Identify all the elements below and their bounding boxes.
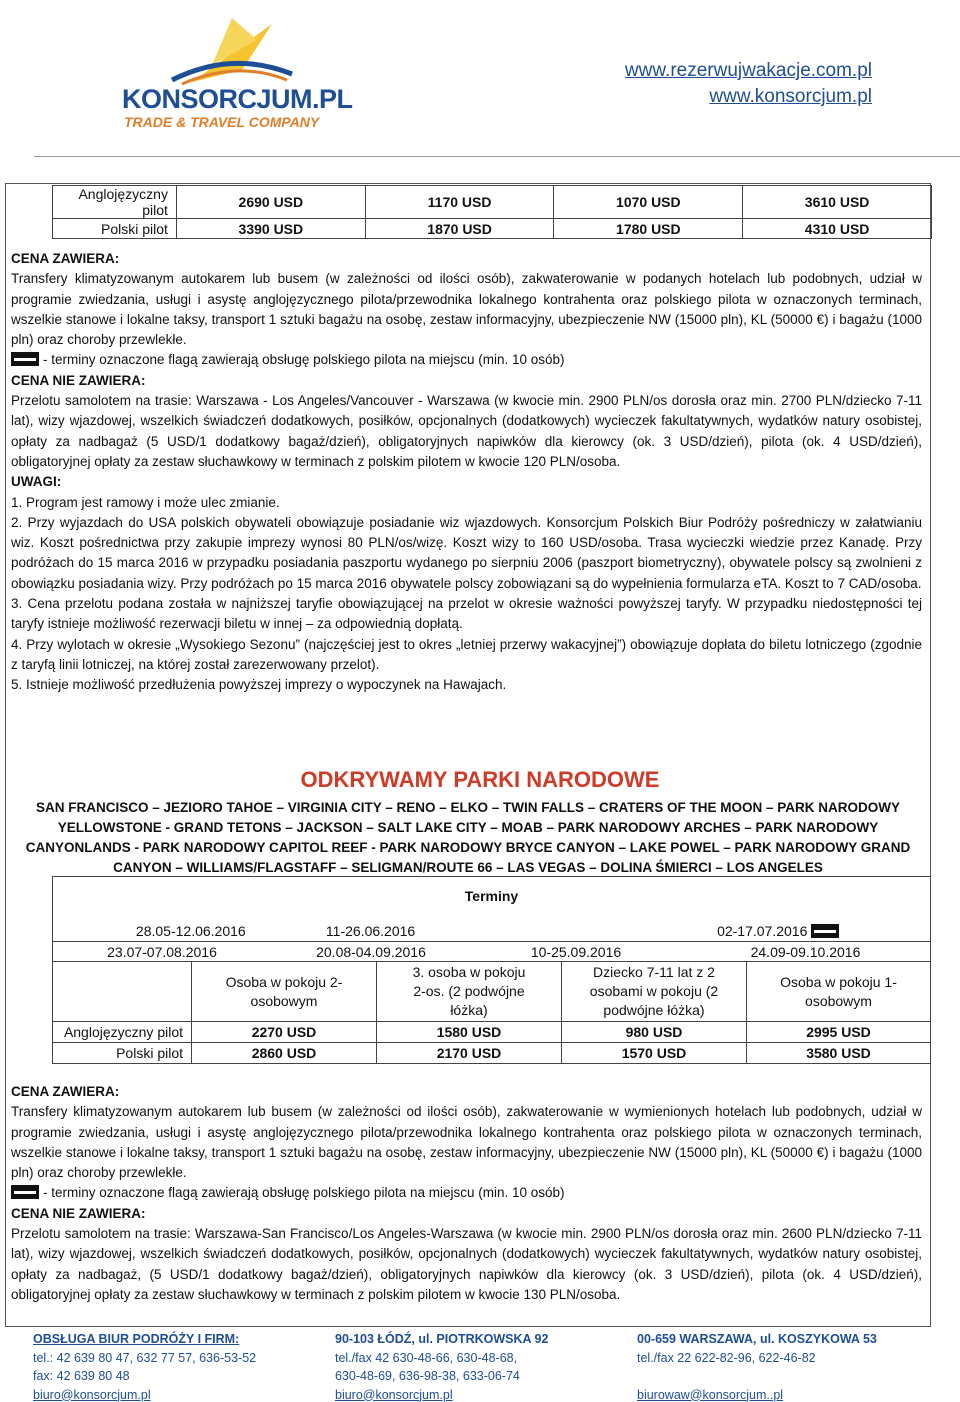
footer-heading: 00-659 WARSZAWA, ul. KOSZYKOWA 53 (637, 1332, 877, 1346)
price-cell: 3390 USD (176, 219, 365, 239)
header-divider (34, 156, 960, 157)
link-rezerwujwakacje[interactable]: www.rezerwujwakacje.com.pl (624, 60, 872, 81)
footer-col-lodz (335, 1330, 548, 1402)
row-label: Polski pilot (53, 219, 177, 239)
uwaga-item: 1. Program jest ramowy i może ulec zmianie. (11, 494, 280, 510)
company-logo (122, 10, 353, 130)
tour-route: SAN FRANCISCO – JEZIORO TAHOE – VIRGINIA CITY – RENO – ELKO – TWIN FALLS – CRATERS OF THE MOON – PARK NARODOWY YELLOWSTONE - GRAND TETONS – JACKSON – SALT LAKE CITY – MOAB – PARK NARODOWY ARCHES – PARK NARODOWY CANYONLANDS - PARK NARODOWY CAPITOL REEF - PARK NARODOWY BRYCE CANYON – LAKE POWEL – PARK NARODOWY GRAND CANYON – WILLIAMS/FLAGSTAFF – SELIGMAN/ROUTE 66 – LAS VEGAS – DOLINA ŚMIERCI – LOS ANGELES (25, 800, 911, 875)
footer-heading: 90-103 ŁÓDŹ, ul. PIOTRKOWSKA 92 (335, 1332, 549, 1346)
footer-fax: fax: 42 639 80 48 (33, 1369, 130, 1383)
cena-nie-zawiera-text: Przelotu samolotem na trasie: Warszawa-San Francisco/Los Angeles-Warszawa (w kwocie min. 2900 PLN/os dorosła oraz min. 2600 PLN/dziecko 7-11 lat), wizy wjazdowej, wszelkich świadczeń dodatkowych, posiłków, opcjonalnych (dodatkowych) wycieczek fakultatywnych, wydatków natury osobistej, opłaty za nadbagaż, (5 USD/1 dodatkowy bagaż/dzień), obligatoryjnych napiwków dla kierowcy (ok. 3 USD/dzień), pilota (ok. 4 USD/dzień), obligatoryjnej opłaty za zestaw słuchawkowy w terminach z polskim pilotem w kwocie 130 PLN/osoba. (11, 1226, 922, 1302)
cena-zawiera-text: Transfery klimatyzowanym autokarem lub busem (w zależności od ilości osób), zakwaterowanie w wymienionych hotelach lub podobnych, udział w programie zwiedzania, usługi i asystę anglojęzycznego pilota/przewodnika lokalnego kontrahenta oraz polskiego pilota w oznaczonych terminach, wszelkie stanowe i lokalne taksy, transport 1 sztuki bagażu na osobę, zestaw informacyjny, ubezpieczenie NW (15000 pln), KL (50000 €) i bagażu (1000 pln) oraz choroby przewlekłe. (11, 1104, 922, 1181)
row-label: Polski pilot (116, 1045, 183, 1061)
price-table-2 (52, 876, 931, 1064)
link-konsorcjum[interactable]: www.konsorcjum.pl (709, 86, 872, 107)
section-1-text (11, 249, 922, 696)
price-cell: 1570 USD (561, 1043, 746, 1063)
column-header: Dziecko 7-11 lat z 2 osobami w pokoju (2 podwójne łóżka) (561, 962, 746, 1021)
table-row (53, 1021, 930, 1042)
flag-note: - terminy oznaczone flagą zawierają obsługę polskiego pilota na miejscu (min. 10 osób) (11, 350, 922, 370)
flag-note: - terminy oznaczone flagą zawierają obsługę polskiego pilota na miejscu (min. 10 osób) (11, 1183, 922, 1203)
price-cell: 4310 USD (743, 219, 932, 239)
logo-star-icon (162, 10, 302, 90)
table-row (53, 1042, 930, 1063)
flag-icon (11, 1185, 39, 1199)
uwaga-item: 3. Cena przelotu podana została w najniższej taryfie obowiązującej na przelot w okresie ważności powyższej taryfy. W przypadku niedostępności tej taryfy istnieje możliwość rezerwacji biletu w innej – za odpowiednią dopłatą. (11, 596, 922, 632)
uwagi-heading: UWAGI: (11, 474, 62, 490)
cena-zawiera-heading: CENA ZAWIERA: (11, 1084, 120, 1099)
date-cell: 10-25.09.2016 (530, 943, 622, 960)
cena-zawiera-heading: CENA ZAWIERA: (11, 251, 120, 266)
price-table-1 (52, 185, 932, 239)
terminy-row (53, 877, 930, 915)
tour-title: ODKRYWAMY PARKI NARODOWE (300, 767, 660, 792)
cena-nie-zawiera-text: Przelotu samolotem na trasie: Warszawa - Los Angeles/Vancouver - Warszawa (w kwocie min. 2900 PLN/os dorosła oraz min. 2700 PLN/dziecko 7-11 lat), wizy wjazdowej, wszelkich świadczeń dodatkowych, posiłków, opcjonalnych (dodatkowych) wycieczek fakultatywnych, wydatków natury osobistej, opłaty za nadbagaż (5 USD/1 dodatkowy bagaż/dzień), obligatoryjnych napiwków dla kierowcy (ok. 3 USD/dzień), pilota (ok. 4 USD/dzień), obligatoryjnej opłaty za zestaw słuchawkowy w terminach z polskim pilotem w kwocie 120 PLN/osoba. (11, 393, 922, 469)
price-cell: 2690 USD (176, 186, 365, 219)
cena-zawiera-text: Transfery klimatyzowanym autokarem lub busem (w zależności od ilości osób), zakwaterowanie w podanych hotelach lub podobnych, udział w programie zwiedzania, usługi i asystę anglojęzycznego pilota/przewodnika lokalnego kontrahenta oraz polskiego pilota w oznaczonych terminach, wszelkie stanowe i lokalne taksy, transport 1 sztuki bagażu na osobę, zestaw informacyjny, ubezpieczenie NW (15000 pln), KL (50000 €) i bagażu (1000 pln) oraz choroby przewlekłe. (11, 271, 922, 348)
date-cell: 23.07-07.08.2016 (107, 943, 217, 960)
flag-icon (811, 924, 839, 938)
table-row (53, 186, 932, 219)
logo-tagline: TRADE & TRAVEL COMPANY (124, 114, 320, 130)
column-header-row (53, 961, 930, 1021)
date-cell: 11-26.06.2016 (325, 923, 416, 939)
footer-phone: tel.: 42 639 80 47, 632 77 57, 636-53-52 (33, 1350, 257, 1365)
uwaga-item: 2. Przy wyjazdach do USA polskich obywateli obowiązuje posiadanie wiz wjazdowych. Konsorcjum Polskich Biur Podróży pośredniczy w załatwianiu wiz. Koszt pośrednictwa przy zakupie imprezy wynosi 80 PLN/os/wizę. Koszt wizy to 160 USD/osoba. Trasa wycieczki wiedzie przez Kanadę. Przy podróżach do 15 marca 2016 w przypadku posiadania paszportu wydanego po sierpniu 2006 (paszport biometryczny), obywatele polscy są zwolnieni z obowiązku posiadania wizy. Przy podróżach po 15 marca 2016 obywatele polscy zobowiązani są do wypełnienia formularza eTA. Koszt to 7 CAD/osoba. (11, 514, 922, 591)
price-cell: 1870 USD (365, 219, 554, 239)
footer-phone: 630-48-69, 636-98-38, 633-06-74 (335, 1369, 520, 1383)
footer-email[interactable]: biuro@konsorcjum.pl (335, 1387, 453, 1402)
price-cell: 2995 USD (746, 1022, 930, 1042)
column-header: Osoba w pokoju 2-osobowym (191, 962, 376, 1021)
price-cell: 980 USD (561, 1022, 746, 1042)
uwaga-item: 5. Istnieje możliwość przedłużenia powyższej imprezy o wypoczynek na Hawajach. (11, 677, 507, 693)
date-cell: 28.05-12.06.2016 (135, 923, 246, 939)
price-cell: 1780 USD (554, 219, 743, 239)
footer-heading: OBSŁUGA BIUR PODRÓŻY I FIRM: (33, 1332, 240, 1346)
date-cell: 20.08-04.09.2016 (316, 943, 426, 960)
price-cell: 2170 USD (376, 1043, 561, 1063)
footer-col-office-service (33, 1330, 256, 1402)
page-header (0, 0, 960, 160)
logo-brand: KONSORCJUM.PL (122, 84, 353, 114)
price-cell: 3610 USD (743, 186, 932, 219)
column-header-empty (53, 962, 191, 1021)
column-header: 3. osoba w pokoju 2-os. (2 podwójne łóżka) (376, 962, 561, 1021)
date-cell: 24.09-09.10.2016 (750, 943, 861, 960)
cena-nie-zawiera-heading: CENA NIE ZAWIERA: (11, 1205, 146, 1221)
column-header: Osoba w pokoju 1-osobowym (746, 962, 930, 1021)
dates-row (53, 941, 930, 961)
cena-nie-zawiera-heading: CENA NIE ZAWIERA: (11, 372, 146, 388)
date-cell-flagged: 02-17.07.2016 (450, 923, 930, 941)
section-2-text (11, 1082, 922, 1305)
price-cell: 2860 USD (191, 1043, 376, 1063)
terminy-heading: Terminy (464, 888, 519, 904)
price-cell: 3580 USD (746, 1043, 930, 1063)
dates-row (53, 915, 930, 941)
row-label: Anglojęzyczny pilot (63, 1024, 183, 1040)
uwaga-item: 4. Przy wylotach w okresie „Wysokiego Sezonu” (najczęściej jest to okres „letniej przerwy wakacyjnej”) obowiązuje dopłata do biletu lotniczego (zgodnie z taryfą linii lotniczej, na której został zarezerwowany przelot). (11, 636, 922, 672)
flag-icon (11, 352, 39, 366)
price-cell: 1170 USD (365, 186, 554, 219)
price-cell: 2270 USD (191, 1022, 376, 1042)
footer-phone: tel./fax 42 630-48-66, 630-48-68, (335, 1350, 518, 1365)
footer-email[interactable]: biurowaw@konsorcjum..pl (637, 1387, 784, 1402)
footer-col-warszawa (637, 1330, 877, 1402)
header-links (625, 58, 872, 110)
price-cell: 1580 USD (376, 1022, 561, 1042)
row-label: Anglojęzyczny pilot (53, 186, 177, 219)
price-cell: 1070 USD (554, 186, 743, 219)
table-row (53, 219, 932, 239)
footer-phone: tel./fax 22 622-82-96, 622-46-82 (637, 1350, 816, 1365)
footer-email[interactable]: biuro@konsorcjum.pl (33, 1387, 151, 1402)
